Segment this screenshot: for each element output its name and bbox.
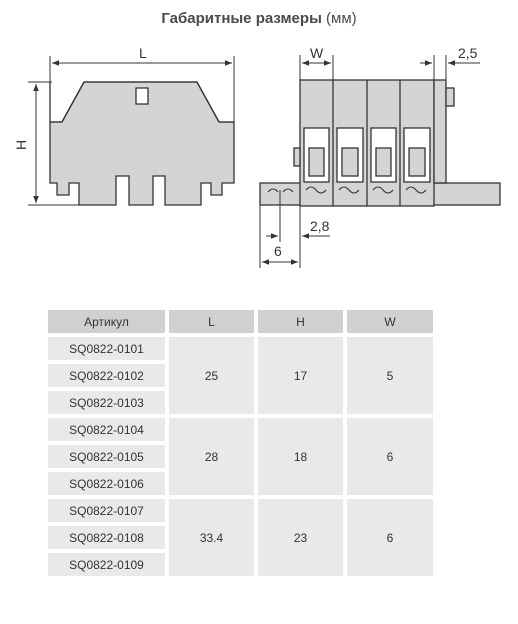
column-header-article: Артикул xyxy=(48,310,165,333)
title-unit: (мм) xyxy=(326,10,357,27)
article-cell: SQ0822-0107 xyxy=(48,499,165,522)
dimension-drawing xyxy=(0,0,518,300)
label-w: W xyxy=(310,45,324,61)
dimension-w xyxy=(300,45,333,82)
article-cell: SQ0822-0105 xyxy=(48,445,165,468)
article-cell: SQ0822-0104 xyxy=(48,418,165,441)
article-cell: SQ0822-0108 xyxy=(48,526,165,549)
label-2-8: 2,8 xyxy=(310,218,330,234)
table-row xyxy=(48,418,433,441)
front-view xyxy=(260,80,500,206)
label-l: L xyxy=(139,45,147,61)
h-cell: 18 xyxy=(258,418,343,495)
column-header-l: L xyxy=(169,310,254,333)
article-cell: SQ0822-0103 xyxy=(48,391,165,414)
l-cell: 33.4 xyxy=(169,499,254,576)
article-cell: SQ0822-0109 xyxy=(48,553,165,576)
label-6: 6 xyxy=(274,243,282,259)
w-cell: 5 xyxy=(347,337,433,414)
table-row xyxy=(48,499,433,522)
table-header-row xyxy=(48,310,433,333)
w-cell: 6 xyxy=(347,499,433,576)
article-cell: SQ0822-0101 xyxy=(48,337,165,360)
article-cell: SQ0822-0102 xyxy=(48,364,165,387)
dimension-2-5 xyxy=(420,45,480,82)
label-h: H xyxy=(13,139,29,150)
dimension-6 xyxy=(260,205,298,268)
column-header-w: W xyxy=(347,310,433,333)
w-cell: 6 xyxy=(347,418,433,495)
table-row xyxy=(48,337,433,360)
l-cell: 25 xyxy=(169,337,254,414)
side-view xyxy=(50,82,234,205)
column-header-h: H xyxy=(258,310,343,333)
dimensions-table xyxy=(44,306,437,580)
title-main: Габаритные размеры xyxy=(161,10,322,27)
article-cell: SQ0822-0106 xyxy=(48,472,165,495)
h-cell: 17 xyxy=(258,337,343,414)
l-cell: 28 xyxy=(169,418,254,495)
h-cell: 23 xyxy=(258,499,343,576)
label-2-5: 2,5 xyxy=(458,45,478,61)
